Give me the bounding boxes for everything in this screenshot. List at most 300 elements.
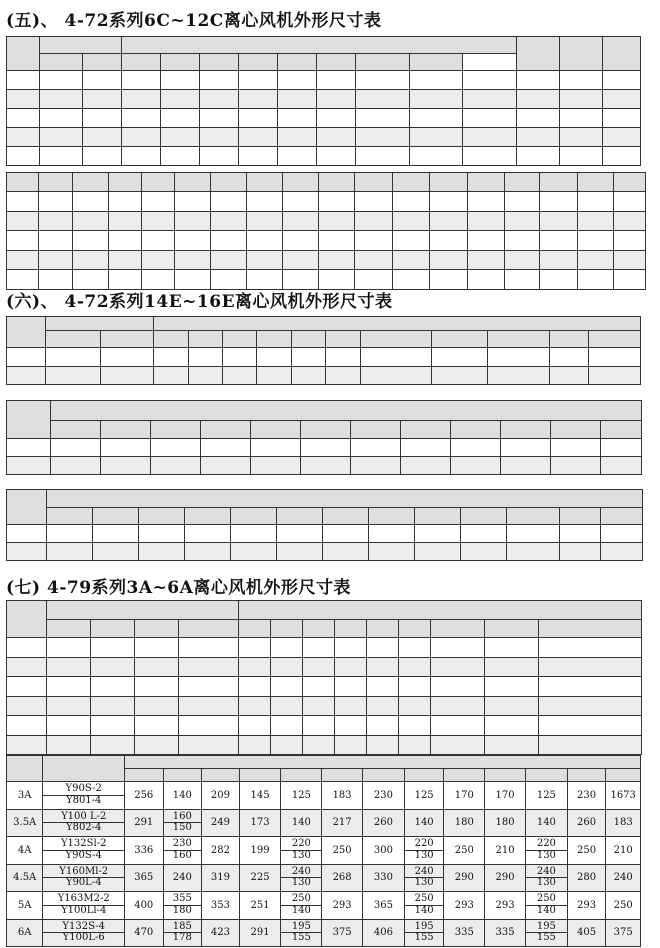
header-row bbox=[7, 421, 642, 439]
table-cell bbox=[602, 71, 640, 90]
table-cell: 260 bbox=[567, 809, 606, 837]
table-cell bbox=[211, 192, 247, 212]
table-cell bbox=[135, 638, 179, 658]
motor-model: Y100 L-2 bbox=[61, 810, 107, 822]
table-cell bbox=[122, 128, 161, 147]
table-cell bbox=[539, 735, 642, 755]
table-cell bbox=[461, 543, 507, 561]
motor-model: Y100Ll-4 bbox=[43, 905, 124, 917]
row-label bbox=[7, 250, 39, 270]
table-row bbox=[7, 919, 641, 947]
header-cell bbox=[101, 421, 151, 439]
table-cell bbox=[122, 90, 161, 109]
motor-model: Y100L-6 bbox=[43, 932, 124, 944]
table-cell bbox=[487, 348, 550, 367]
header-cell bbox=[451, 421, 501, 439]
stacked-value: 150 bbox=[164, 822, 202, 834]
row-label bbox=[7, 109, 40, 128]
table-cell bbox=[404, 892, 444, 920]
table-cell bbox=[355, 270, 393, 290]
motor-cell bbox=[43, 864, 125, 892]
header-cell bbox=[93, 508, 139, 525]
table-cell bbox=[239, 90, 278, 109]
table-cell bbox=[135, 657, 179, 677]
motor-model: Y90S-4 bbox=[43, 850, 124, 862]
header-cell bbox=[601, 508, 643, 525]
table-cell bbox=[393, 231, 430, 251]
table-cell: 210 bbox=[485, 837, 526, 865]
table-row bbox=[7, 457, 642, 475]
header-cell bbox=[351, 421, 401, 439]
header-cell bbox=[567, 769, 606, 782]
header-inlet bbox=[39, 37, 121, 54]
table-cell: 1673 bbox=[606, 782, 641, 810]
table-cell bbox=[257, 366, 291, 385]
table-cell bbox=[239, 71, 278, 90]
stacked-value: 140 bbox=[526, 905, 567, 917]
table-cell bbox=[201, 457, 251, 475]
header-cell bbox=[461, 508, 507, 525]
table-cell bbox=[431, 735, 485, 755]
header-cell bbox=[154, 331, 188, 348]
table-cell bbox=[188, 366, 222, 385]
motor-model: Y160Ml-2 bbox=[59, 865, 109, 877]
header-row bbox=[7, 37, 641, 54]
table-cell bbox=[83, 147, 122, 166]
table-cell bbox=[335, 735, 367, 755]
row-label bbox=[7, 270, 39, 290]
header-cell bbox=[551, 421, 601, 439]
stacked-value: 140 bbox=[405, 905, 444, 917]
table-cell bbox=[355, 192, 393, 212]
table-cell bbox=[525, 919, 567, 947]
table-4-72-14e-16e-part1 bbox=[6, 316, 641, 385]
header-group bbox=[51, 401, 642, 421]
table-cell bbox=[51, 439, 101, 457]
header-cell bbox=[369, 508, 415, 525]
table-cell: 250 bbox=[322, 837, 363, 865]
table-cell: 300 bbox=[362, 837, 404, 865]
header-cell bbox=[505, 173, 540, 192]
table-cell: 251 bbox=[239, 892, 281, 920]
table-cell bbox=[211, 231, 247, 251]
row-label bbox=[7, 543, 47, 561]
table-cell bbox=[431, 638, 485, 658]
table-cell bbox=[231, 543, 277, 561]
motor-model: Y802-4 bbox=[43, 822, 124, 834]
table-row bbox=[7, 366, 641, 385]
row-label bbox=[7, 192, 39, 212]
header-cell bbox=[356, 54, 409, 71]
table-cell bbox=[431, 677, 485, 697]
table-cell bbox=[485, 716, 539, 736]
table-cell bbox=[91, 716, 135, 736]
motor-model: Y132Sl-2 bbox=[60, 838, 107, 850]
table-cell: 183 bbox=[322, 782, 363, 810]
table-cell bbox=[539, 657, 642, 677]
table-cell bbox=[505, 270, 540, 290]
table-cell bbox=[247, 231, 283, 251]
table-cell bbox=[303, 696, 335, 716]
header-cell bbox=[83, 54, 122, 71]
row-label bbox=[7, 147, 40, 166]
table-cell bbox=[179, 638, 239, 658]
header-motor bbox=[43, 756, 125, 782]
header-cell bbox=[401, 421, 451, 439]
motor-cell bbox=[43, 782, 125, 810]
table-cell bbox=[614, 231, 646, 251]
table-cell bbox=[73, 211, 109, 231]
stacked-value: 140 bbox=[281, 905, 321, 917]
table-cell: 406 bbox=[362, 919, 404, 947]
header-cell bbox=[211, 173, 247, 192]
section-title-5: (五)、 4-72系列6C~12C离心风机外形尺寸表 bbox=[6, 11, 382, 31]
table-cell bbox=[463, 128, 516, 147]
header-jihao bbox=[7, 401, 51, 439]
header-cell bbox=[539, 620, 642, 638]
table-cell bbox=[468, 250, 505, 270]
table-cell bbox=[163, 919, 202, 947]
table-cell bbox=[415, 543, 461, 561]
table-cell bbox=[399, 677, 431, 697]
table-cell bbox=[200, 128, 239, 147]
table-cell bbox=[271, 716, 303, 736]
table-cell bbox=[539, 696, 642, 716]
header-cell bbox=[200, 54, 239, 71]
header-cell bbox=[139, 508, 185, 525]
table-cell bbox=[101, 439, 151, 457]
table-cell bbox=[550, 348, 589, 367]
table-cell bbox=[179, 716, 239, 736]
stacked-value: 195 bbox=[291, 920, 311, 932]
stacked-value: 160 bbox=[164, 850, 202, 862]
table-cell bbox=[409, 90, 462, 109]
table-cell bbox=[393, 250, 430, 270]
table-cell bbox=[319, 270, 355, 290]
table-cell bbox=[109, 250, 142, 270]
table-cell bbox=[179, 677, 239, 697]
row-label bbox=[7, 439, 51, 457]
header-cell bbox=[404, 769, 444, 782]
header-cell bbox=[468, 173, 505, 192]
table-cell bbox=[367, 696, 399, 716]
row-label: 3A bbox=[7, 782, 43, 810]
stacked-value: 155 bbox=[405, 932, 444, 944]
table-cell bbox=[430, 250, 468, 270]
header-row bbox=[7, 620, 642, 638]
table-cell bbox=[578, 270, 614, 290]
table-cell bbox=[540, 192, 578, 212]
table-cell bbox=[367, 735, 399, 755]
table-cell bbox=[175, 270, 211, 290]
motor-cell bbox=[43, 837, 125, 865]
table-cell bbox=[356, 71, 409, 90]
table-cell bbox=[355, 211, 393, 231]
header-cell bbox=[393, 173, 430, 192]
table-row bbox=[7, 657, 642, 677]
table-cell bbox=[303, 735, 335, 755]
table-cell bbox=[231, 525, 277, 543]
table-cell bbox=[317, 90, 356, 109]
table-cell: 375 bbox=[322, 919, 363, 947]
table-cell bbox=[83, 90, 122, 109]
table-cell bbox=[161, 90, 200, 109]
table-row bbox=[7, 439, 642, 457]
table-cell bbox=[39, 147, 82, 166]
header-cell bbox=[326, 331, 360, 348]
table-cell bbox=[179, 657, 239, 677]
table-cell: 183 bbox=[606, 809, 641, 837]
header-cell bbox=[222, 331, 256, 348]
row-label bbox=[7, 211, 39, 231]
header-cell bbox=[47, 508, 93, 525]
table-cell bbox=[404, 919, 444, 947]
header-jihao bbox=[7, 601, 47, 638]
table-row bbox=[7, 782, 641, 810]
table-cell: 230 bbox=[362, 782, 404, 810]
table-cell bbox=[271, 638, 303, 658]
header-cell bbox=[239, 769, 281, 782]
table-cell: 125 bbox=[281, 782, 322, 810]
header-cell bbox=[277, 508, 323, 525]
header-cell bbox=[188, 331, 222, 348]
table-cell: 319 bbox=[202, 864, 240, 892]
table-cell bbox=[485, 657, 539, 677]
table-cell bbox=[200, 147, 239, 166]
table-cell bbox=[431, 716, 485, 736]
table-cell bbox=[602, 128, 640, 147]
table-cell bbox=[485, 696, 539, 716]
header-cell bbox=[39, 54, 82, 71]
table-cell bbox=[463, 147, 516, 166]
table-cell bbox=[239, 696, 271, 716]
table-cell bbox=[317, 109, 356, 128]
table-cell bbox=[142, 192, 175, 212]
table-cell bbox=[283, 192, 319, 212]
row-label bbox=[7, 348, 46, 367]
table-cell bbox=[614, 192, 646, 212]
table-cell bbox=[468, 231, 505, 251]
row-label bbox=[7, 128, 40, 147]
header-cell bbox=[251, 421, 301, 439]
table-cell bbox=[151, 457, 201, 475]
table-cell: 125 bbox=[525, 782, 567, 810]
table-cell: 470 bbox=[124, 919, 163, 947]
row-label bbox=[7, 231, 39, 251]
header-cell bbox=[124, 769, 163, 782]
table-cell bbox=[317, 147, 356, 166]
table-cell: 335 bbox=[444, 919, 485, 947]
table-cell bbox=[281, 892, 322, 920]
table-cell bbox=[303, 716, 335, 736]
table-cell bbox=[516, 147, 559, 166]
table-cell bbox=[468, 270, 505, 290]
table-row bbox=[7, 716, 642, 736]
table-cell bbox=[369, 525, 415, 543]
table-cell bbox=[47, 525, 93, 543]
header-cell bbox=[291, 331, 325, 348]
stacked-value: 180 bbox=[164, 905, 202, 917]
table-cell bbox=[109, 192, 142, 212]
header-cell bbox=[578, 173, 614, 192]
table-cell bbox=[335, 638, 367, 658]
table-4-72-14e-16e-part2 bbox=[6, 400, 642, 475]
table-cell: 423 bbox=[202, 919, 240, 947]
table-cell bbox=[135, 716, 179, 736]
header-cell bbox=[431, 331, 487, 348]
table-cell bbox=[271, 696, 303, 716]
table-cell bbox=[278, 90, 317, 109]
header-cell bbox=[201, 421, 251, 439]
motor-model: Y90L-4 bbox=[43, 877, 124, 889]
header-cell bbox=[323, 508, 369, 525]
table-cell bbox=[278, 109, 317, 128]
table-cell bbox=[401, 439, 451, 457]
table-cell: 249 bbox=[202, 809, 240, 837]
table-cell bbox=[525, 837, 567, 865]
table-row bbox=[7, 735, 642, 755]
table-cell bbox=[303, 677, 335, 697]
table-row bbox=[7, 109, 641, 128]
table-cell bbox=[283, 231, 319, 251]
table-cell bbox=[161, 147, 200, 166]
table-cell bbox=[211, 270, 247, 290]
header-cell bbox=[281, 769, 322, 782]
table-cell bbox=[614, 250, 646, 270]
table-cell bbox=[101, 366, 154, 385]
header-cell bbox=[430, 173, 468, 192]
table-cell bbox=[83, 128, 122, 147]
table-cell bbox=[399, 735, 431, 755]
table-cell bbox=[91, 735, 135, 755]
table-cell bbox=[601, 439, 642, 457]
table-cell: 293 bbox=[567, 892, 606, 920]
table-cell bbox=[393, 270, 430, 290]
table-cell bbox=[142, 231, 175, 251]
stacked-value: 220 bbox=[536, 838, 556, 850]
table-cell bbox=[188, 348, 222, 367]
table-cell bbox=[399, 638, 431, 658]
stacked-value: 155 bbox=[526, 932, 567, 944]
table-cell bbox=[355, 231, 393, 251]
table-cell: 405 bbox=[567, 919, 606, 947]
table-cell bbox=[39, 270, 73, 290]
table-cell bbox=[139, 543, 185, 561]
header-inlet bbox=[47, 601, 239, 620]
header-outlet bbox=[154, 317, 641, 331]
header-row bbox=[7, 173, 646, 192]
table-cell: 199 bbox=[239, 837, 281, 865]
table-cell bbox=[271, 735, 303, 755]
stacked-value: 130 bbox=[405, 850, 444, 862]
table-cell bbox=[51, 457, 101, 475]
table-cell bbox=[356, 128, 409, 147]
header-cell bbox=[301, 421, 351, 439]
table-cell bbox=[142, 211, 175, 231]
table-cell bbox=[431, 366, 487, 385]
motor-model: Y163M2-2 bbox=[57, 893, 110, 905]
header-cell bbox=[283, 173, 319, 192]
header-cell bbox=[360, 331, 431, 348]
table-row bbox=[7, 348, 641, 367]
table-cell bbox=[222, 366, 256, 385]
row-label bbox=[7, 657, 47, 677]
table-cell bbox=[602, 109, 640, 128]
table-row bbox=[7, 128, 641, 147]
table-cell bbox=[319, 231, 355, 251]
header-cell bbox=[614, 173, 646, 192]
header-cell bbox=[163, 769, 202, 782]
row-label: 3.5A bbox=[7, 809, 43, 837]
header-cell bbox=[142, 173, 175, 192]
table-cell bbox=[430, 192, 468, 212]
header-outlet bbox=[239, 601, 642, 620]
table-cell bbox=[516, 90, 559, 109]
header-jihao bbox=[7, 37, 40, 71]
header-cell bbox=[122, 54, 161, 71]
header-cell bbox=[516, 37, 559, 71]
table-cell bbox=[139, 525, 185, 543]
table-cell: 230 bbox=[567, 782, 606, 810]
section-title-6: (六)、 4-72系列14E~16E离心风机外形尺寸表 bbox=[6, 292, 393, 312]
table-cell bbox=[47, 677, 91, 697]
table-cell bbox=[109, 270, 142, 290]
table-cell bbox=[550, 366, 589, 385]
table-cell bbox=[431, 348, 487, 367]
stacked-value: 130 bbox=[405, 877, 444, 889]
table-cell: 336 bbox=[124, 837, 163, 865]
table-cell bbox=[45, 348, 101, 367]
table-cell bbox=[179, 735, 239, 755]
table-cell bbox=[399, 716, 431, 736]
header-jihao bbox=[7, 173, 39, 192]
table-cell bbox=[101, 348, 154, 367]
table-cell bbox=[578, 231, 614, 251]
table-cell bbox=[463, 90, 516, 109]
header-cell bbox=[278, 54, 317, 71]
table-cell bbox=[39, 90, 82, 109]
table-cell bbox=[200, 71, 239, 90]
row-label bbox=[7, 525, 47, 543]
table-row bbox=[7, 837, 641, 865]
table-cell bbox=[601, 525, 643, 543]
table-cell bbox=[39, 71, 82, 90]
header-cell bbox=[501, 421, 551, 439]
table-cell bbox=[431, 696, 485, 716]
stacked-value: 130 bbox=[281, 877, 321, 889]
table-row bbox=[7, 90, 641, 109]
table-cell bbox=[154, 348, 188, 367]
table-cell bbox=[161, 128, 200, 147]
table-cell bbox=[73, 192, 109, 212]
header-cell bbox=[202, 769, 240, 782]
table-cell bbox=[109, 231, 142, 251]
table-cell bbox=[463, 71, 516, 90]
table-cell: 217 bbox=[322, 809, 363, 837]
stacked-value: 195 bbox=[414, 920, 434, 932]
table-cell: 282 bbox=[202, 837, 240, 865]
table-cell bbox=[39, 109, 82, 128]
table-cell bbox=[281, 919, 322, 947]
table-cell bbox=[551, 457, 601, 475]
table-cell: 209 bbox=[202, 782, 240, 810]
table-cell bbox=[301, 439, 351, 457]
table-cell bbox=[73, 250, 109, 270]
table-cell bbox=[257, 348, 291, 367]
table-cell: 180 bbox=[485, 809, 526, 837]
table-cell bbox=[303, 638, 335, 658]
table-cell: 250 bbox=[567, 837, 606, 865]
